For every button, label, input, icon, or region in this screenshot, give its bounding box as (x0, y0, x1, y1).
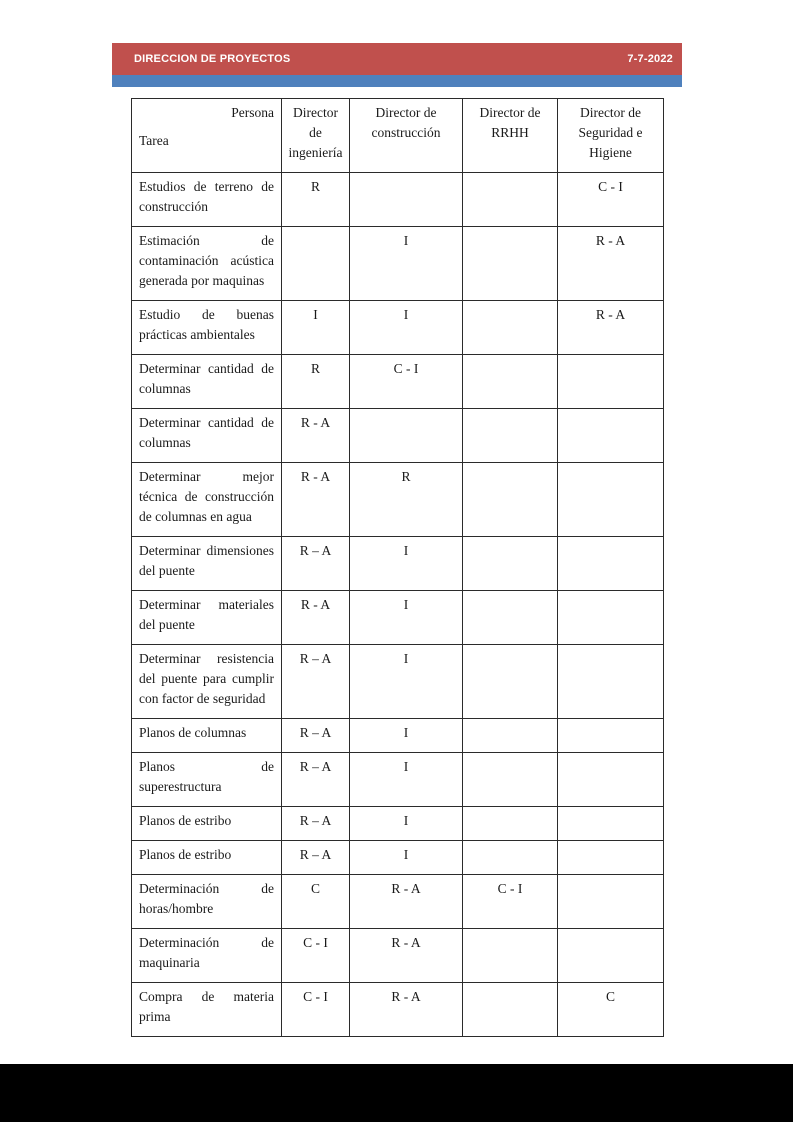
table-row (132, 227, 664, 301)
raci-assignment-cell: R – A (282, 753, 350, 807)
raci-assignment-cell (463, 807, 558, 841)
task-cell: Determinar cantidad de columnas (132, 409, 282, 463)
table-row (132, 537, 664, 591)
task-cell: Planos de estribo (132, 841, 282, 875)
table-row (132, 753, 664, 807)
task-cell: Determinación de maquinaria (132, 929, 282, 983)
corner-label-persona: Persona (231, 105, 274, 120)
raci-assignment-cell (463, 173, 558, 227)
table-row (132, 983, 664, 1037)
raci-assignment-cell: R - A (350, 983, 463, 1037)
raci-assignment-cell: R - A (282, 591, 350, 645)
task-cell: Estudio de buenas prácticas ambientales (132, 301, 282, 355)
raci-assignment-cell (350, 409, 463, 463)
raci-table-body (132, 173, 664, 1037)
table-row (132, 807, 664, 841)
table-row (132, 719, 664, 753)
task-cell: Determinar mejor técnica de construcción de columnas en agua (132, 463, 282, 537)
raci-assignment-cell (558, 875, 664, 929)
raci-assignment-cell (463, 227, 558, 301)
header-title: DIRECCION DE PROYECTOS (134, 53, 291, 65)
raci-assignment-cell (463, 719, 558, 753)
raci-assignment-cell (558, 355, 664, 409)
raci-assignment-cell: R - A (282, 463, 350, 537)
task-cell: Planos de columnas (132, 719, 282, 753)
raci-assignment-cell: C - I (350, 355, 463, 409)
raci-assignment-cell (558, 645, 664, 719)
table-row (132, 463, 664, 537)
raci-assignment-cell: R (350, 463, 463, 537)
task-cell: Planos de superestructura (132, 753, 282, 807)
table-row (132, 929, 664, 983)
task-cell: Estimación de contaminación acústica generada por maquinas (132, 227, 282, 301)
raci-assignment-cell (558, 719, 664, 753)
column-header-director-construccion: Director de construcción (350, 99, 463, 173)
raci-assignment-cell (558, 807, 664, 841)
raci-assignment-cell (463, 301, 558, 355)
raci-assignment-cell (463, 355, 558, 409)
task-cell: Determinar materiales del puente (132, 591, 282, 645)
header-accent-stripe (112, 75, 682, 87)
header-bar (112, 43, 682, 75)
raci-assignment-cell (463, 929, 558, 983)
raci-assignment-cell: I (350, 753, 463, 807)
raci-assignment-cell: I (350, 645, 463, 719)
raci-assignment-cell: I (350, 719, 463, 753)
column-header-director-seguridad-higiene: Director de Seguridad e Higiene (558, 99, 664, 173)
raci-assignment-cell (558, 463, 664, 537)
table-header-row (132, 99, 664, 173)
corner-header-cell (132, 99, 282, 173)
raci-assignment-cell: C - I (463, 875, 558, 929)
raci-assignment-cell (558, 929, 664, 983)
raci-assignment-cell: I (350, 537, 463, 591)
raci-assignment-cell: R - A (350, 929, 463, 983)
table-row (132, 409, 664, 463)
task-cell: Estudios de terreno de construcción (132, 173, 282, 227)
raci-assignment-cell: I (350, 807, 463, 841)
raci-assignment-cell: I (350, 301, 463, 355)
column-header-director-rrhh: Director de RRHH (463, 99, 558, 173)
table-row (132, 591, 664, 645)
raci-assignment-cell: R – A (282, 537, 350, 591)
raci-assignment-cell: R - A (350, 875, 463, 929)
raci-assignment-cell: I (350, 841, 463, 875)
raci-assignment-cell: I (350, 227, 463, 301)
raci-assignment-cell: R – A (282, 841, 350, 875)
raci-assignment-cell: C (558, 983, 664, 1037)
raci-assignment-cell: R - A (558, 227, 664, 301)
raci-assignment-cell: C - I (282, 983, 350, 1037)
raci-assignment-cell: R - A (282, 409, 350, 463)
raci-assignment-cell: R (282, 355, 350, 409)
raci-assignment-cell (558, 591, 664, 645)
raci-assignment-cell: R – A (282, 645, 350, 719)
raci-assignment-cell: R (282, 173, 350, 227)
corner-label-tarea: Tarea (139, 133, 169, 148)
task-cell: Determinar dimensiones del puente (132, 537, 282, 591)
task-cell: Compra de materia prima (132, 983, 282, 1037)
raci-assignment-cell (350, 173, 463, 227)
task-cell: Determinación de horas/hombre (132, 875, 282, 929)
raci-matrix-table (131, 98, 664, 1037)
raci-assignment-cell (463, 841, 558, 875)
table-row (132, 301, 664, 355)
raci-assignment-cell: C - I (558, 173, 664, 227)
raci-assignment-cell (558, 409, 664, 463)
task-cell: Determinar resistencia del puente para cumplir con factor de seguridad (132, 645, 282, 719)
raci-assignment-cell: R - A (558, 301, 664, 355)
raci-assignment-cell: R – A (282, 807, 350, 841)
raci-assignment-cell (463, 409, 558, 463)
raci-assignment-cell (558, 841, 664, 875)
raci-assignment-cell (463, 537, 558, 591)
task-cell: Determinar cantidad de columnas (132, 355, 282, 409)
raci-assignment-cell: I (282, 301, 350, 355)
raci-assignment-cell (463, 591, 558, 645)
table-row (132, 875, 664, 929)
raci-assignment-cell (463, 645, 558, 719)
table-row (132, 645, 664, 719)
raci-assignment-cell: C (282, 875, 350, 929)
raci-assignment-cell: I (350, 591, 463, 645)
column-header-director-ingenieria: Director de ingeniería (282, 99, 350, 173)
raci-assignment-cell: C - I (282, 929, 350, 983)
task-cell: Planos de estribo (132, 807, 282, 841)
raci-assignment-cell (558, 537, 664, 591)
table-row (132, 173, 664, 227)
raci-assignment-cell (463, 753, 558, 807)
raci-assignment-cell (282, 227, 350, 301)
table-row (132, 841, 664, 875)
raci-assignment-cell (558, 753, 664, 807)
table-row (132, 355, 664, 409)
header-date: 7-7-2022 (627, 53, 673, 65)
raci-assignment-cell (463, 983, 558, 1037)
raci-assignment-cell: R – A (282, 719, 350, 753)
raci-assignment-cell (463, 463, 558, 537)
